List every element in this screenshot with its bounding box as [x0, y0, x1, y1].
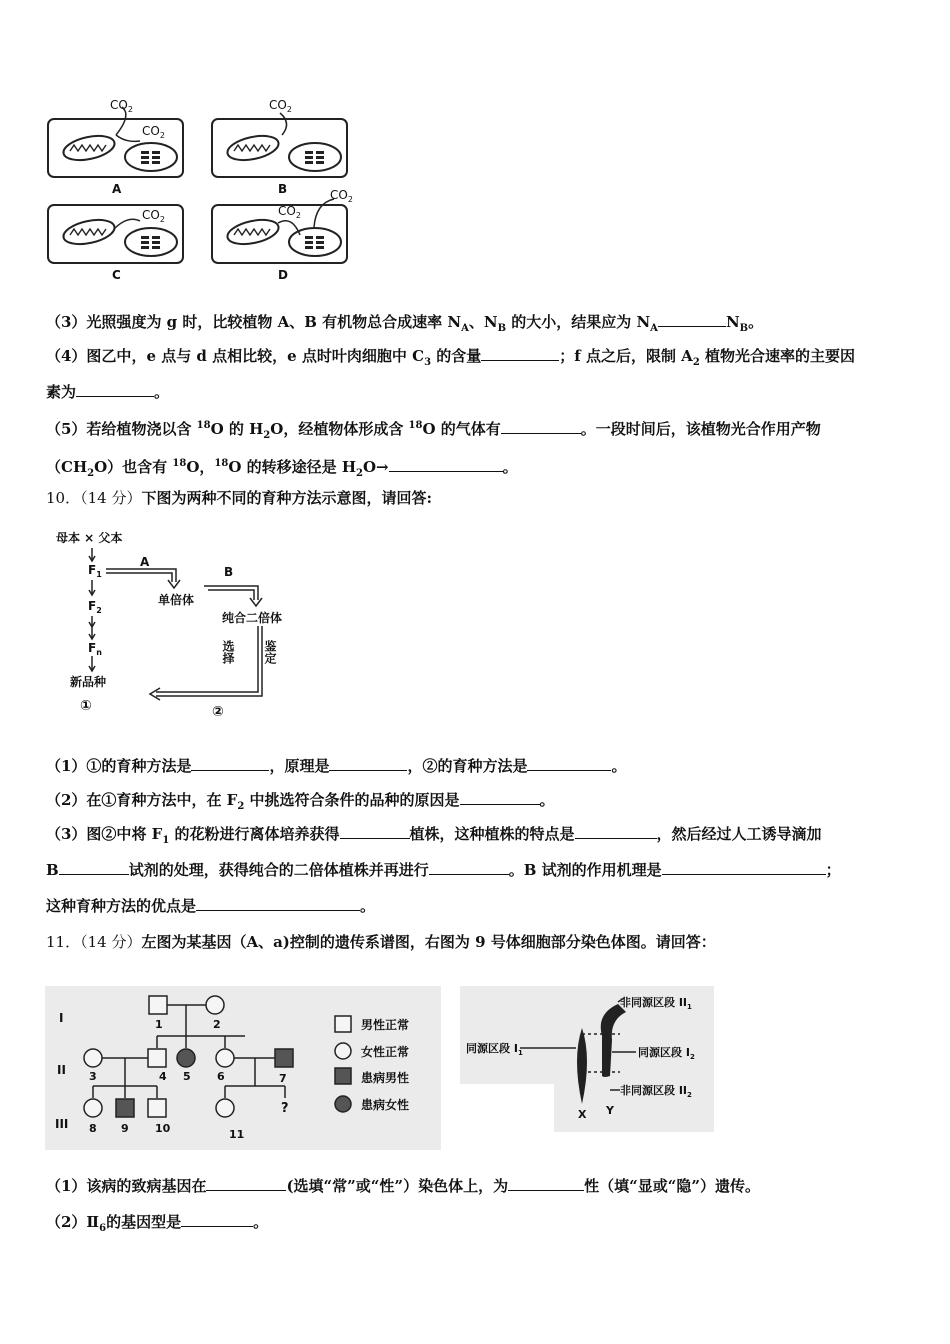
answer-blank[interactable] — [59, 860, 129, 875]
answer-blank[interactable] — [181, 1212, 253, 1227]
cell-a — [48, 107, 183, 177]
x-chromosome-label: X — [578, 1108, 587, 1121]
homologous-segment-2-label: 同源区段 $I_2$ — [638, 1046, 695, 1061]
answer-blank[interactable] — [191, 756, 269, 771]
breeding-diagram — [52, 526, 302, 726]
generation-2-label: II — [57, 1063, 66, 1077]
individual-2 — [206, 996, 224, 1014]
cell-label-b: B — [278, 182, 288, 196]
answer-blank[interactable] — [527, 756, 611, 771]
q9-part4-cont: 素为 。 — [46, 383, 170, 401]
id-label: 4 — [159, 1070, 167, 1083]
q10-part2: （2）在①育种方法中，在 $F_2$ 中挑选符合条件的品种的原因是 。 — [46, 791, 555, 812]
id-label: 2 — [213, 1018, 221, 1031]
q9-part3: （3）光照强度为 g 时，比较植物 A、B 有机物总合成速率 $N_A$、$N_B$ 的大小，结果应为 $N_A$ $N_B$。 — [46, 313, 764, 334]
nonhomologous-segment-1-label: 非同源区段 $II_1$ — [620, 996, 692, 1011]
legend-normal-female-icon — [335, 1043, 351, 1059]
answer-blank[interactable] — [389, 457, 503, 472]
legend-label: 女性正常 — [361, 1045, 410, 1059]
homologous-segment-label: 同源区段 $I_1$ — [466, 1042, 523, 1057]
legend-affected-male-icon — [335, 1068, 351, 1084]
cell-label-c: C — [112, 268, 121, 282]
diploid-label: 纯合二倍体 — [222, 611, 283, 625]
legend-affected-female-icon — [335, 1096, 351, 1112]
generation-3-label: III — [55, 1117, 69, 1131]
co2-label: $CO_2$ — [142, 208, 165, 224]
cell-label-a: A — [112, 182, 122, 196]
answer-blank[interactable] — [662, 860, 826, 875]
individual-8 — [84, 1099, 102, 1117]
haploid-label: 单倍体 — [158, 593, 195, 607]
q10-part3: （3）图②中将 $F_1$ 的花粉进行离体培养获得 植株，这种植株的特点是 ，然后经过人工诱导滴加 — [46, 825, 822, 846]
co2-label: $CO_2$ — [142, 124, 165, 140]
individual-6 — [216, 1049, 234, 1067]
id-label: 8 — [89, 1122, 97, 1135]
q9-part5-cont: $(CH_2O)$也含有 $^{18}$O，$^{18}$O 的转移途径是 $H_2O\to$ 。 — [46, 458, 518, 479]
individual-11 — [216, 1099, 234, 1117]
individual-9 — [116, 1099, 134, 1117]
nonhomologous-segment-2-label: 非同源区段 $II_2$ — [620, 1084, 692, 1099]
individual-10 — [148, 1099, 166, 1117]
cell-c — [48, 205, 183, 263]
answer-blank[interactable] — [501, 419, 581, 434]
identify-label: 鉴定 — [263, 640, 277, 664]
legend-label: 男性正常 — [361, 1018, 410, 1032]
individual-4 — [148, 1049, 166, 1067]
id-label: 7 — [279, 1072, 287, 1085]
answer-blank[interactable] — [575, 824, 657, 839]
answer-blank[interactable] — [76, 382, 154, 397]
q10-part3-cont2: 这种育种方法的优点是 。 — [46, 897, 376, 915]
legend-label: 患病男性 — [361, 1071, 410, 1085]
y-chromosome-label: Y — [606, 1104, 614, 1117]
answer-blank[interactable] — [508, 1176, 584, 1191]
answer-blank[interactable] — [196, 896, 360, 911]
select-label: 选择 — [221, 640, 235, 664]
fn-label: $F_n$ — [88, 641, 102, 657]
id-label: 1 — [155, 1018, 163, 1031]
co2-label: $CO_2$ — [278, 204, 301, 220]
id-label: 11 — [229, 1128, 245, 1141]
f2-label: $F_2$ — [88, 599, 102, 615]
id-label: ? — [281, 1101, 289, 1116]
q11-heading: 11．（14 分）左图为某基因（A、a)控制的遗传系谱图，右图为 9 号体细胞部分染色体图。请回答： — [46, 933, 716, 951]
answer-blank[interactable] — [206, 1176, 286, 1191]
q10-part1: （1）①的育种方法是 ，原理是 ，②的育种方法是 。 — [46, 757, 627, 775]
q10-part3-cont: B 试剂的处理，获得纯合的二倍体植株并再进行 。B 试剂的作用机理是 ； — [46, 861, 841, 879]
new-variety-label: 新品种 — [70, 675, 107, 689]
cell-b — [212, 113, 347, 177]
answer-blank[interactable] — [658, 312, 726, 327]
answer-blank[interactable] — [429, 860, 509, 875]
id-label: 3 — [89, 1070, 97, 1083]
q9-part4: （4）图乙中，e 点与 d 点相比较，e 点时叶肉细胞中 $C_3$ 的含量 ；f 点之后，限制 $A_2$ 植物光合速率的主要因 — [46, 347, 856, 368]
individual-7 — [275, 1049, 293, 1067]
answer-blank[interactable] — [460, 790, 540, 805]
q11-part2: $(2)Ⅱ_6$的基因型是 。 — [46, 1213, 269, 1234]
q9-part5: （5）若给植物浇以含 $^{18}$O 的 $H_2O$，经植物体形成含 $^{18}$O 的气体有 。一段时间后，该植物光合作用产物 — [46, 420, 821, 441]
arrow-b-label: B — [224, 565, 234, 579]
co2-label: $CO_2$ — [330, 188, 353, 204]
id-label: 5 — [183, 1070, 191, 1083]
arrow-a-label: A — [140, 555, 150, 569]
answer-blank[interactable] — [340, 824, 410, 839]
pedigree-chart — [45, 986, 441, 1150]
id-label: 6 — [217, 1070, 225, 1083]
co2-label: $CO_2$ — [110, 98, 133, 114]
q11-part1: （1）该病的致病基因在 (选填“常”或“性”）染色体上，为 性（填“显或“隐”）遗传。 — [46, 1177, 760, 1195]
cell-label-d: D — [278, 268, 288, 282]
individual-3 — [84, 1049, 102, 1067]
individual-1 — [149, 996, 167, 1014]
answer-blank[interactable] — [329, 756, 407, 771]
method-2-label: ② — [212, 704, 224, 720]
parents-label: 母本 × 父本 — [56, 531, 123, 545]
generation-1-label: I — [59, 1011, 64, 1025]
id-label: 10 — [155, 1122, 171, 1135]
legend-label: 患病女性 — [361, 1098, 410, 1112]
chromosome-diagram — [460, 986, 714, 1132]
answer-blank[interactable] — [481, 346, 559, 361]
cell-diagram-figure — [44, 95, 364, 290]
f1-label: $F_1$ — [88, 563, 102, 579]
id-label: 9 — [121, 1122, 129, 1135]
q10-heading: 10．（14 分）下图为两种不同的育种方法示意图，请回答: — [46, 489, 432, 507]
individual-5 — [177, 1049, 195, 1067]
co2-label: $CO_2$ — [269, 98, 292, 114]
method-1-label: ① — [80, 698, 92, 714]
legend-normal-male-icon — [335, 1016, 351, 1032]
